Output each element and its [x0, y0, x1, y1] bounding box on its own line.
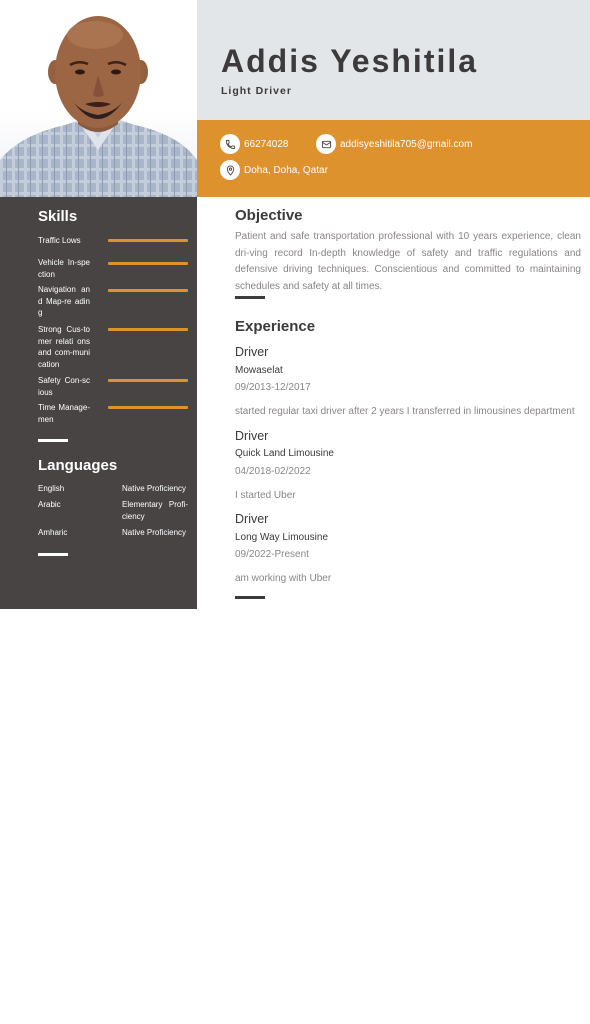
skill-bar	[108, 328, 188, 331]
language-level: Elementary Profi-ciency	[122, 500, 188, 521]
job-description: I started Uber	[235, 490, 296, 501]
skill-bar	[108, 239, 188, 242]
languages-heading: Languages	[38, 457, 118, 474]
language-level: Native Proficiency	[122, 528, 187, 537]
location-pin-icon	[220, 160, 240, 180]
skill-bar	[108, 406, 188, 409]
job-company: Long Way Limousine	[235, 532, 329, 543]
experience-heading: Experience	[235, 318, 316, 335]
skills-divider	[38, 439, 68, 442]
language-level: Native Proficiency	[122, 484, 187, 493]
job-title: Driver	[235, 429, 269, 443]
job-description: started regular taxi driver after 2 years I transferred in limousines department	[235, 406, 575, 417]
profile-photo	[0, 0, 197, 197]
sidebar	[0, 197, 197, 609]
email-icon	[316, 134, 336, 154]
job-company: Quick Land Limousine	[235, 448, 334, 459]
email-address: addisyeshitila705@gmail.com	[340, 138, 473, 150]
objective-heading: Objective	[235, 207, 303, 224]
job-dates: 04/2018-02/2022	[235, 466, 311, 477]
language-name: English	[38, 484, 65, 493]
skill-label: Vehicle In-spection	[38, 258, 90, 279]
location-text: Doha, Doha, Qatar	[244, 164, 328, 176]
contact-location	[220, 160, 328, 180]
contact-email	[316, 134, 472, 154]
job-company: Mowaselat	[235, 365, 283, 376]
contact-panel	[197, 120, 590, 197]
job-role: Light Driver	[221, 85, 292, 97]
skill-label: Strong Cus-tomer relati ons and com-munication	[38, 325, 90, 369]
candidate-name: Addis Yeshitila	[221, 43, 479, 79]
skill-label: Traffic Lows	[38, 236, 81, 245]
skill-bar	[108, 379, 188, 382]
skill-label: Safety Con-scious	[38, 376, 90, 397]
header-panel	[197, 0, 590, 120]
contact-phone	[220, 134, 289, 154]
experience-divider	[235, 596, 265, 599]
phone-icon	[220, 134, 240, 154]
job-title: Driver	[235, 512, 269, 526]
skill-bar	[108, 262, 188, 265]
job-dates: 09/2013-12/2017	[235, 382, 311, 393]
skill-label: Time Manage-men	[38, 403, 90, 424]
language-name: Amharic	[38, 528, 68, 537]
skill-label: Navigation and Map-re ading	[38, 285, 90, 317]
languages-divider	[38, 553, 68, 556]
skills-heading: Skills	[38, 208, 78, 225]
objective-divider	[235, 296, 265, 299]
job-dates: 09/2022-Present	[235, 549, 309, 560]
objective-text: Patient and safe transportation professional with 10 years experience, clean dri-ving record In-depth knowledge of safety and traffic regulations and defensive driving techniques. Conscientious and committed to maintaining schedules and safety at all times.	[235, 231, 581, 292]
skill-bar	[108, 289, 188, 292]
phone-number: 66274028	[244, 138, 289, 150]
job-description: am working with Uber	[235, 573, 332, 584]
language-name: Arabic	[38, 500, 61, 509]
job-title: Driver	[235, 345, 269, 359]
